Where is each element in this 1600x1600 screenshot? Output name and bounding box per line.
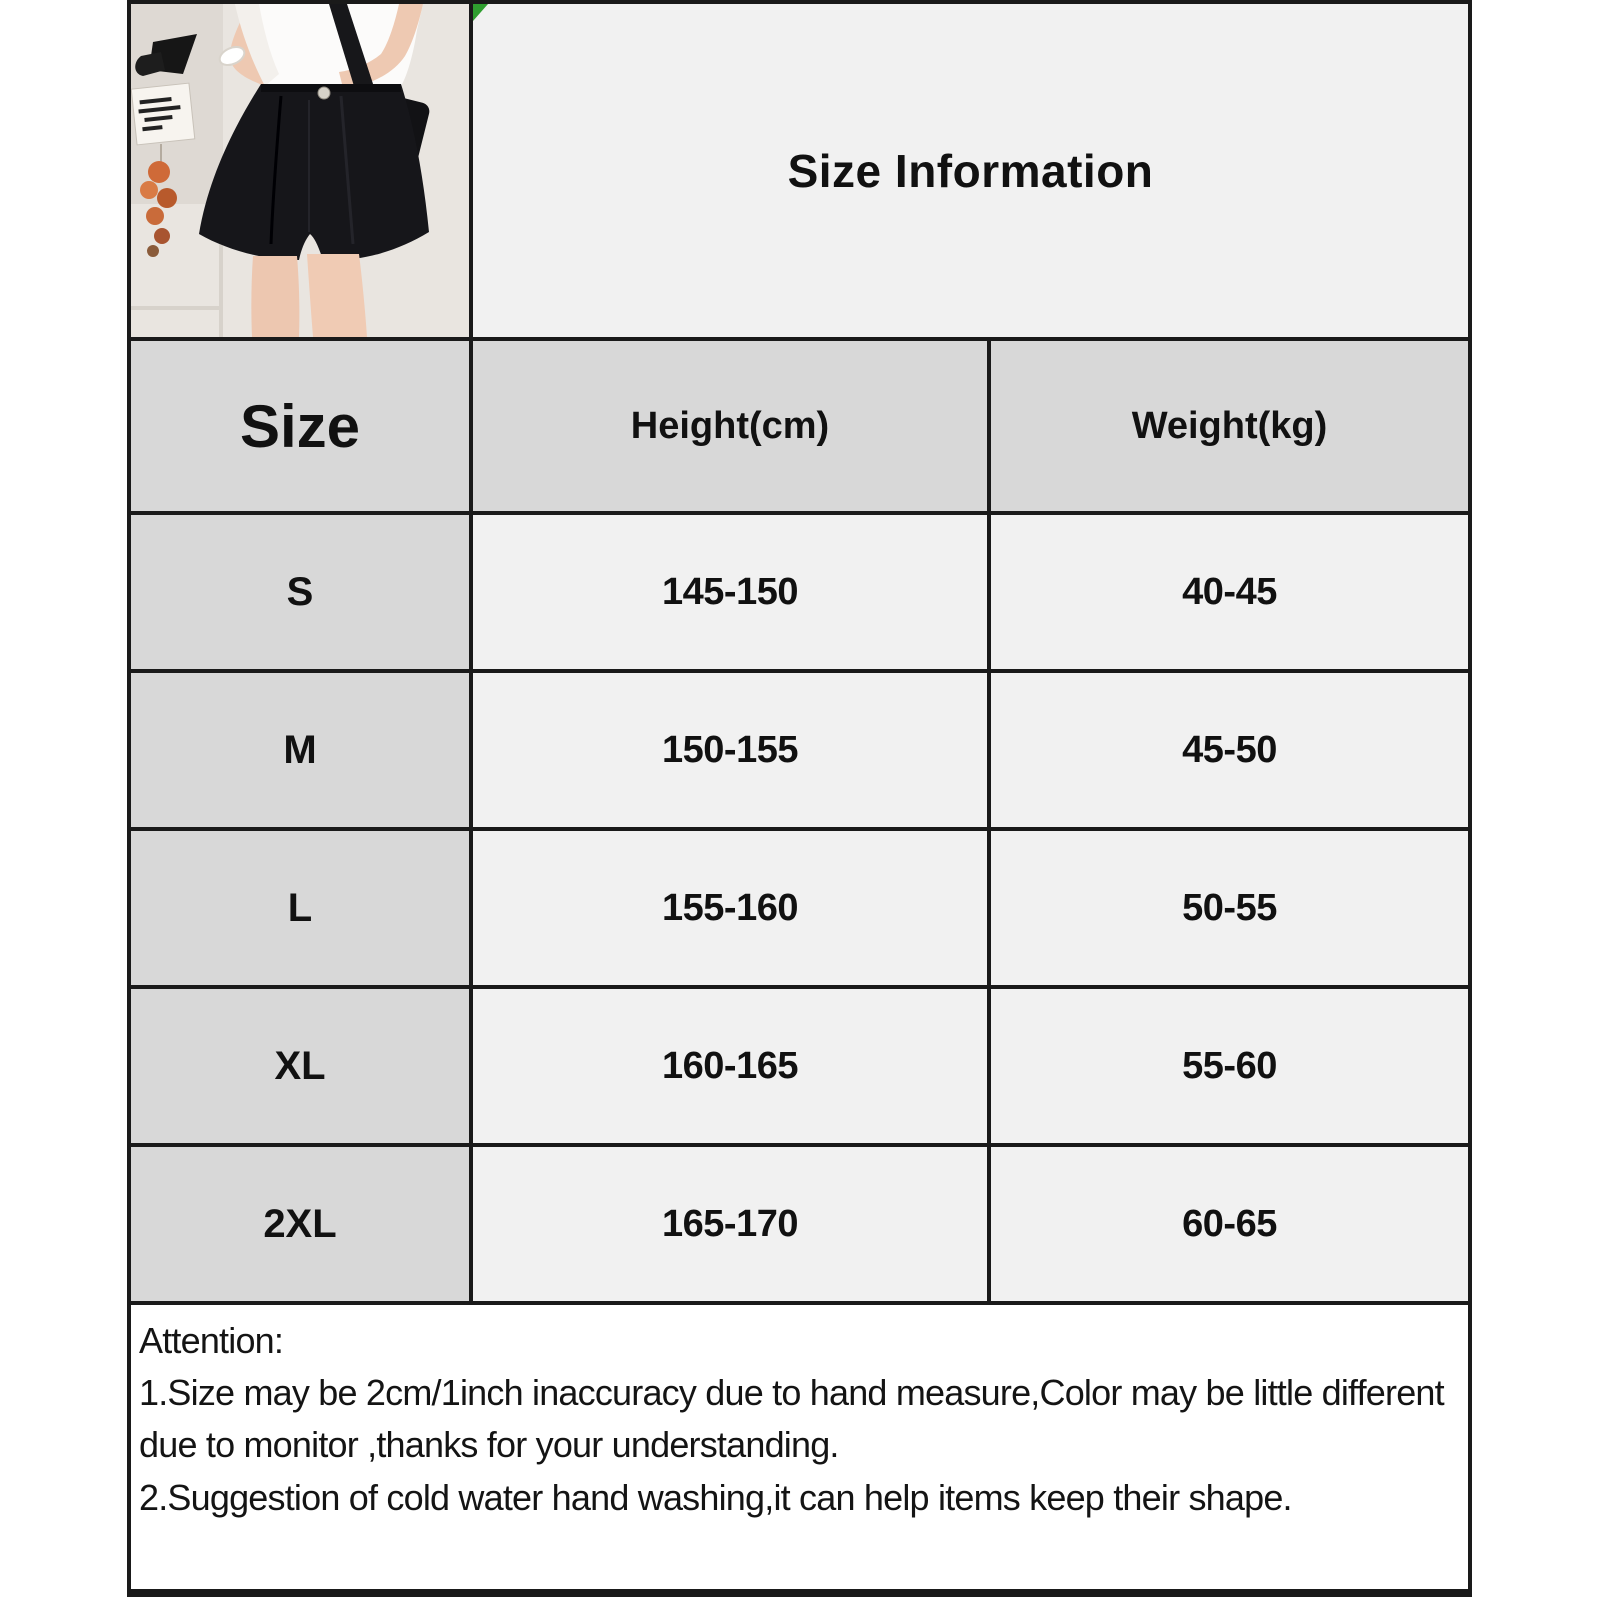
- size-cell-xl: XL: [131, 989, 469, 1143]
- page-title: Size Information: [787, 144, 1154, 197]
- weight-cell-2xl: 60-65: [991, 1147, 1468, 1301]
- size-cell-s: S: [131, 515, 469, 669]
- height-cell-m: 150-155: [473, 673, 987, 827]
- attention-heading: Attention:: [139, 1320, 284, 1361]
- size-cell-2xl: 2XL: [131, 1147, 469, 1301]
- height-cell-s: 145-150: [473, 515, 987, 669]
- corner-flag-icon: [473, 4, 488, 21]
- column-header-size: Size: [131, 341, 469, 511]
- height-cell-2xl: 165-170: [473, 1147, 987, 1301]
- size-cell-l: L: [131, 831, 469, 985]
- weight-cell-m: 45-50: [991, 673, 1468, 827]
- column-header-height: Height(cm): [473, 341, 987, 511]
- size-chart-sheet: [127, 0, 1472, 1597]
- size-cell-m: M: [131, 673, 469, 827]
- attention-note-2: 2.Suggestion of cold water hand washing,it can help items keep their shape.: [139, 1476, 1292, 1518]
- weight-cell-l: 50-55: [991, 831, 1468, 985]
- column-header-weight: Weight(kg): [991, 341, 1468, 511]
- product-photo: [131, 4, 469, 337]
- height-cell-l: 155-160: [473, 831, 987, 985]
- height-cell-xl: 160-165: [473, 989, 987, 1143]
- attention-note-1: 1.Size may be 2cm/1inch inaccuracy due to hand measure,Color may be little different due to monitor ,thanks for your understanding.: [139, 1372, 1444, 1466]
- title-banner: [473, 4, 1468, 337]
- weight-cell-s: 40-45: [991, 515, 1468, 669]
- product-photo-illustration: [131, 4, 469, 337]
- attention-box: [131, 1305, 1468, 1589]
- weight-cell-xl: 55-60: [991, 989, 1468, 1143]
